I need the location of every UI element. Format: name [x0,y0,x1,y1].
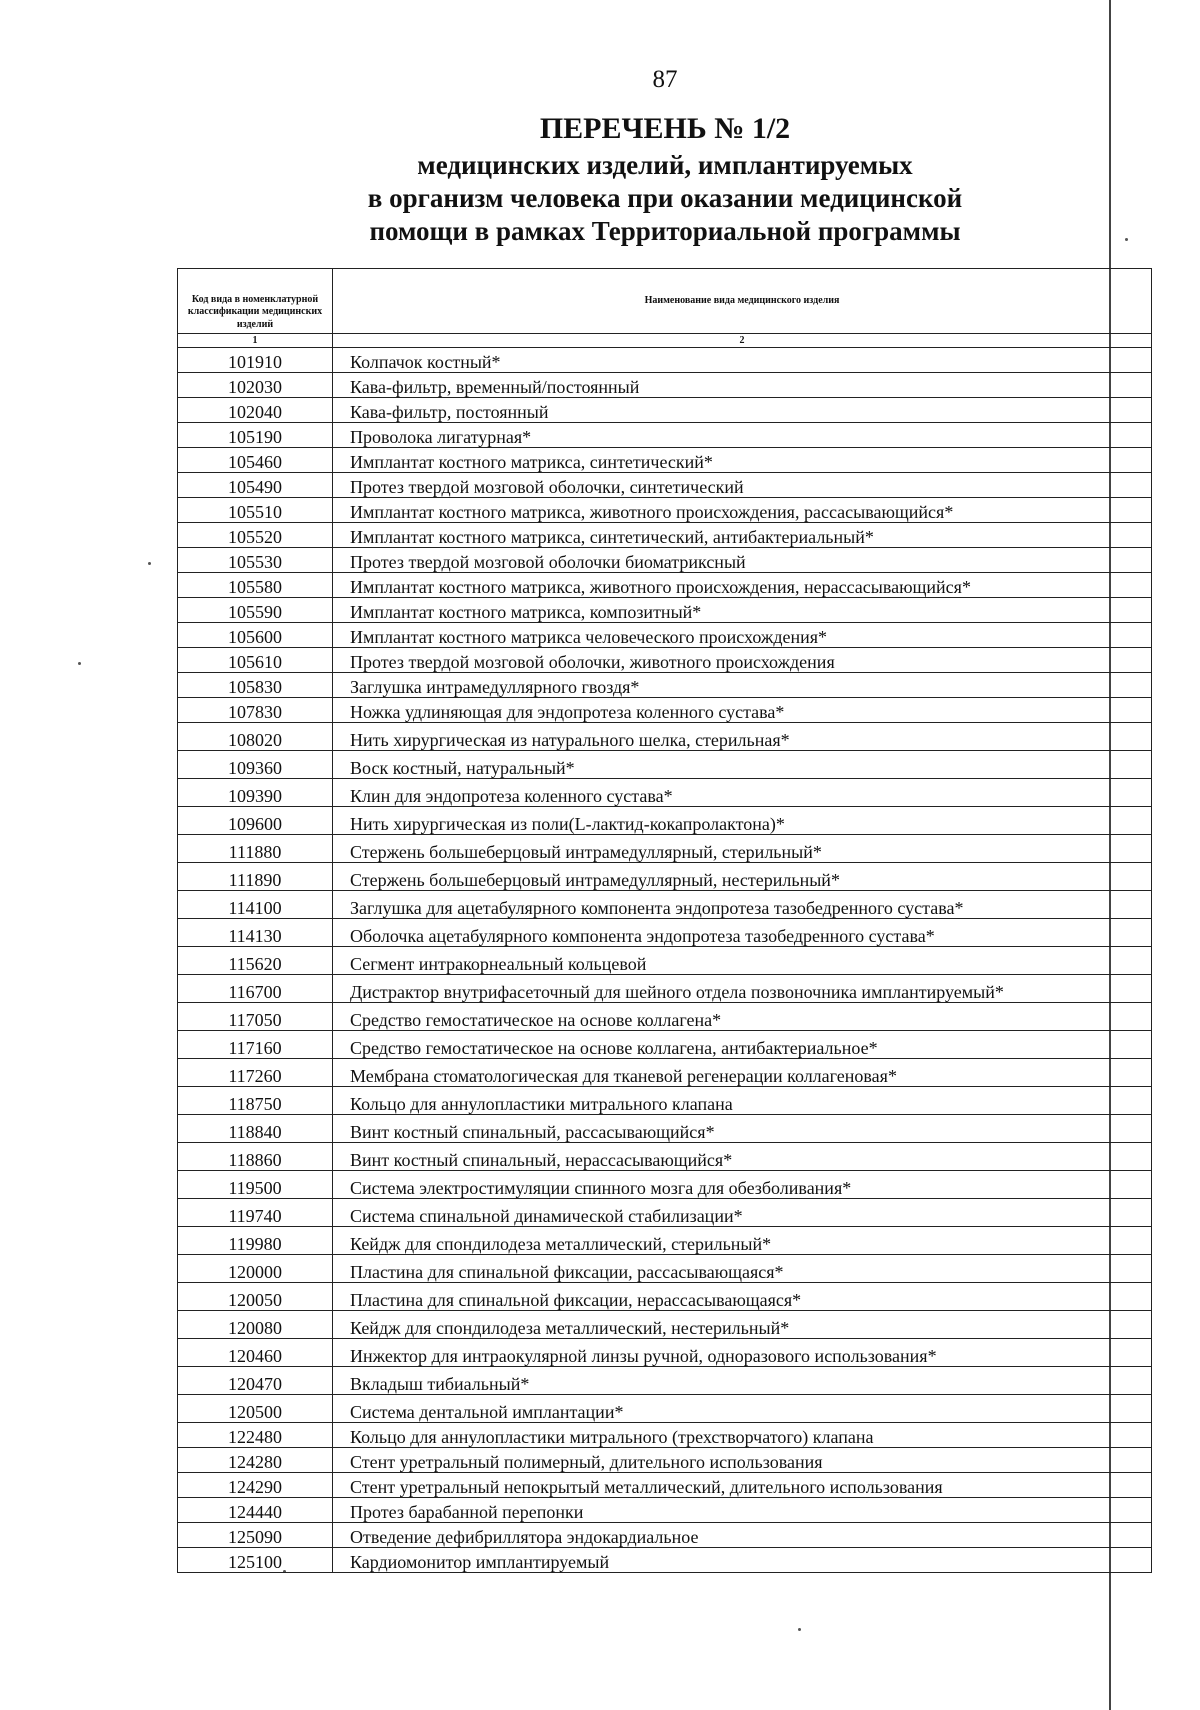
device-name-cell: Протез твердой мозговой оболочки биоматриксный [333,548,1152,573]
device-code-cell: 120470 [178,1367,333,1395]
table-row [178,373,1152,398]
device-code-cell: 105600 [178,623,333,648]
page-number: 87 [652,66,678,93]
table-row [178,548,1152,573]
scan-speck [798,1628,801,1631]
device-name-cell: Клин для эндопротеза коленного сустава* [333,779,1152,807]
device-name-cell: Инжектор для интраокулярной линзы ручной, одноразового использования* [333,1339,1152,1367]
table-row [178,698,1152,723]
device-name-cell: Стержень большеберцовый интрамедуллярный, нестерильный* [333,863,1152,891]
table-row [178,835,1152,863]
table-row [178,1143,1152,1171]
device-code-cell: 115620 [178,947,333,975]
medical-devices-table [177,268,1152,1573]
device-name-cell: Система спинальной динамической стабилизации* [333,1199,1152,1227]
table-row [178,1031,1152,1059]
table-row [178,1115,1152,1143]
table-body [178,269,1152,1573]
table-row [178,1199,1152,1227]
table-row [178,1087,1152,1115]
table-row [178,1283,1152,1311]
table-row [178,751,1152,779]
table-row [178,348,1152,373]
document-subtitle-line-1: медицинских изделий, имплантируемых [417,150,913,180]
table-row [178,807,1152,835]
device-code-cell: 125100 [178,1548,333,1573]
device-name-cell: Воск костный, натуральный* [333,751,1152,779]
device-name-cell: Ножка удлиняющая для эндопротеза коленного сустава* [333,698,1152,723]
device-name-cell: Нить хирургическая из поли(L-лактид-кокапролактона)* [333,807,1152,835]
device-code-cell: 117160 [178,1031,333,1059]
table-row [178,1003,1152,1031]
device-name-cell: Нить хирургическая из натурального шелка, стерильная* [333,723,1152,751]
device-name-cell: Стент уретральный непокрытый металлический, длительного использования [333,1473,1152,1498]
table-row [178,723,1152,751]
device-code-cell: 102030 [178,373,333,398]
device-name-cell: Кардиомонитор имплантируемый [333,1548,1152,1573]
device-code-cell: 120000 [178,1255,333,1283]
table-header-row [178,269,1152,334]
device-code-cell: 111880 [178,835,333,863]
table-row [178,1311,1152,1339]
device-code-cell: 118750 [178,1087,333,1115]
device-code-cell: 109360 [178,751,333,779]
table-row [178,573,1152,598]
device-code-cell: 117260 [178,1059,333,1087]
device-name-cell: Дистрактор внутрифасеточный для шейного отдела позвоночника имплантируемый* [333,975,1152,1003]
device-name-cell: Система дентальной имплантации* [333,1395,1152,1423]
device-name-cell: Система электростимуляции спинного мозга для обезболивания* [333,1171,1152,1199]
device-name-cell: Имплантат костного матрикса, животного происхождения, рассасывающийся* [333,498,1152,523]
scan-speck [78,662,81,665]
device-name-cell: Протез твердой мозговой оболочки, синтетический [333,473,1152,498]
device-name-cell: Имплантат костного матрикса, синтетический* [333,448,1152,473]
device-name-cell: Стержень большеберцовый интрамедуллярный, стерильный* [333,835,1152,863]
device-name-cell: Кольцо для аннулопластики митрального (трехстворчатого) клапана [333,1423,1152,1448]
table-row [178,1523,1152,1548]
table-row [178,623,1152,648]
device-name-cell: Имплантат костного матрикса, композитный* [333,598,1152,623]
device-name-cell: Сегмент интракорнеальный кольцевой [333,947,1152,975]
table-row [178,975,1152,1003]
table-row [178,1255,1152,1283]
table-row [178,398,1152,423]
device-code-cell: 102040 [178,398,333,423]
table-row [178,863,1152,891]
table-row [178,523,1152,548]
device-name-cell: Имплантат костного матрикса, синтетический, антибактериальный* [333,523,1152,548]
device-code-cell: 118840 [178,1115,333,1143]
table-row [178,919,1152,947]
device-code-cell: 105520 [178,523,333,548]
table-row [178,947,1152,975]
table-row [178,1367,1152,1395]
table-row [178,1059,1152,1087]
device-code-cell: 122480 [178,1423,333,1448]
table-row [178,1171,1152,1199]
device-name-cell: Имплантат костного матрикса человеческого происхождения* [333,623,1152,648]
document-subtitle-line-2: в организм человека при оказании медицинской [367,183,963,213]
device-name-cell: Кава-фильтр, постоянный [333,398,1152,423]
device-code-cell: 118860 [178,1143,333,1171]
device-code-cell: 105590 [178,598,333,623]
device-name-cell: Имплантат костного матрикса, животного происхождения, нерассасывающийся* [333,573,1152,598]
header-code-column: Код вида в номенклатурной классификации медицинских изделий [178,269,333,334]
device-code-cell: 116700 [178,975,333,1003]
device-name-cell: Проволока лигатурная* [333,423,1152,448]
device-code-cell: 114100 [178,891,333,919]
device-name-cell: Кава-фильтр, временный/постоянный [333,373,1152,398]
column-number-1: 1 [178,334,333,348]
scan-speck [148,562,151,565]
table-row [178,1227,1152,1255]
table-row [178,1473,1152,1498]
table-row [178,1395,1152,1423]
column-number-2: 2 [333,334,1152,348]
table-row [178,1498,1152,1523]
table-row [178,673,1152,698]
table-row [178,1339,1152,1367]
device-code-cell: 101910 [178,348,333,373]
device-name-cell: Винт костный спинальный, рассасывающийся* [333,1115,1152,1143]
device-code-cell: 124440 [178,1498,333,1523]
device-code-cell: 108020 [178,723,333,751]
device-code-cell: 105510 [178,498,333,523]
table-row [178,448,1152,473]
table-row [178,1423,1152,1448]
device-name-cell: Кейдж для спондилодеза металлический, стерильный* [333,1227,1152,1255]
document-subtitle-line-3: помощи в рамках Территориальной программы [369,216,961,246]
device-code-cell: 120500 [178,1395,333,1423]
device-code-cell: 119980 [178,1227,333,1255]
device-code-cell: 105830 [178,673,333,698]
device-code-cell: 120080 [178,1311,333,1339]
column-number-row [178,334,1152,348]
device-name-cell: Кольцо для аннулопластики митрального клапана [333,1087,1152,1115]
device-name-cell: Заглушка для ацетабулярного компонента эндопротеза тазобедренного сустава* [333,891,1152,919]
table-row [178,648,1152,673]
table-row [178,598,1152,623]
device-code-cell: 125090 [178,1523,333,1548]
device-code-cell: 105490 [178,473,333,498]
device-code-cell: 105530 [178,548,333,573]
table-row [178,1548,1152,1573]
device-code-cell: 124280 [178,1448,333,1473]
device-name-cell: Пластина для спинальной фиксации, нерассасывающаяся* [333,1283,1152,1311]
device-code-cell: 105580 [178,573,333,598]
device-name-cell: Винт костный спинальный, нерассасывающийся* [333,1143,1152,1171]
device-name-cell: Стент уретральный полимерный, длительного использования [333,1448,1152,1473]
device-name-cell: Средство гемостатическое на основе коллагена, антибактериальное* [333,1031,1152,1059]
table-row [178,423,1152,448]
device-code-cell: 107830 [178,698,333,723]
device-code-cell: 105610 [178,648,333,673]
device-name-cell: Протез барабанной перепонки [333,1498,1152,1523]
device-name-cell: Отведение дефибриллятора эндокардиальное [333,1523,1152,1548]
device-name-cell: Заглушка интрамедуллярного гвоздя* [333,673,1152,698]
device-name-cell: Мембрана стоматологическая для тканевой регенерации коллагеновая* [333,1059,1152,1087]
device-name-cell: Пластина для спинальной фиксации, рассасывающаяся* [333,1255,1152,1283]
device-code-cell: 119740 [178,1199,333,1227]
table-row [178,498,1152,523]
device-code-cell: 111890 [178,863,333,891]
document-title: ПЕРЕЧЕНЬ № 1/2 [539,112,791,145]
device-code-cell: 105190 [178,423,333,448]
device-name-cell: Оболочка ацетабулярного компонента эндопротеза тазобедренного сустава* [333,919,1152,947]
header-name-column: Наименование вида медицинского изделия [333,269,1152,334]
device-code-cell: 114130 [178,919,333,947]
device-code-cell: 120460 [178,1339,333,1367]
table-row [178,1448,1152,1473]
device-code-cell: 109600 [178,807,333,835]
device-code-cell: 109390 [178,779,333,807]
device-code-cell: 120050 [178,1283,333,1311]
table-row [178,779,1152,807]
device-name-cell: Колпачок костный* [333,348,1152,373]
table-row [178,891,1152,919]
device-name-cell: Вкладыш тибиальный* [333,1367,1152,1395]
device-name-cell: Кейдж для спондилодеза металлический, нестерильный* [333,1311,1152,1339]
device-code-cell: 105460 [178,448,333,473]
device-code-cell: 117050 [178,1003,333,1031]
table-row [178,473,1152,498]
device-code-cell: 124290 [178,1473,333,1498]
device-code-cell: 119500 [178,1171,333,1199]
device-name-cell: Средство гемостатическое на основе коллагена* [333,1003,1152,1031]
device-name-cell: Протез твердой мозговой оболочки, животного происхождения [333,648,1152,673]
